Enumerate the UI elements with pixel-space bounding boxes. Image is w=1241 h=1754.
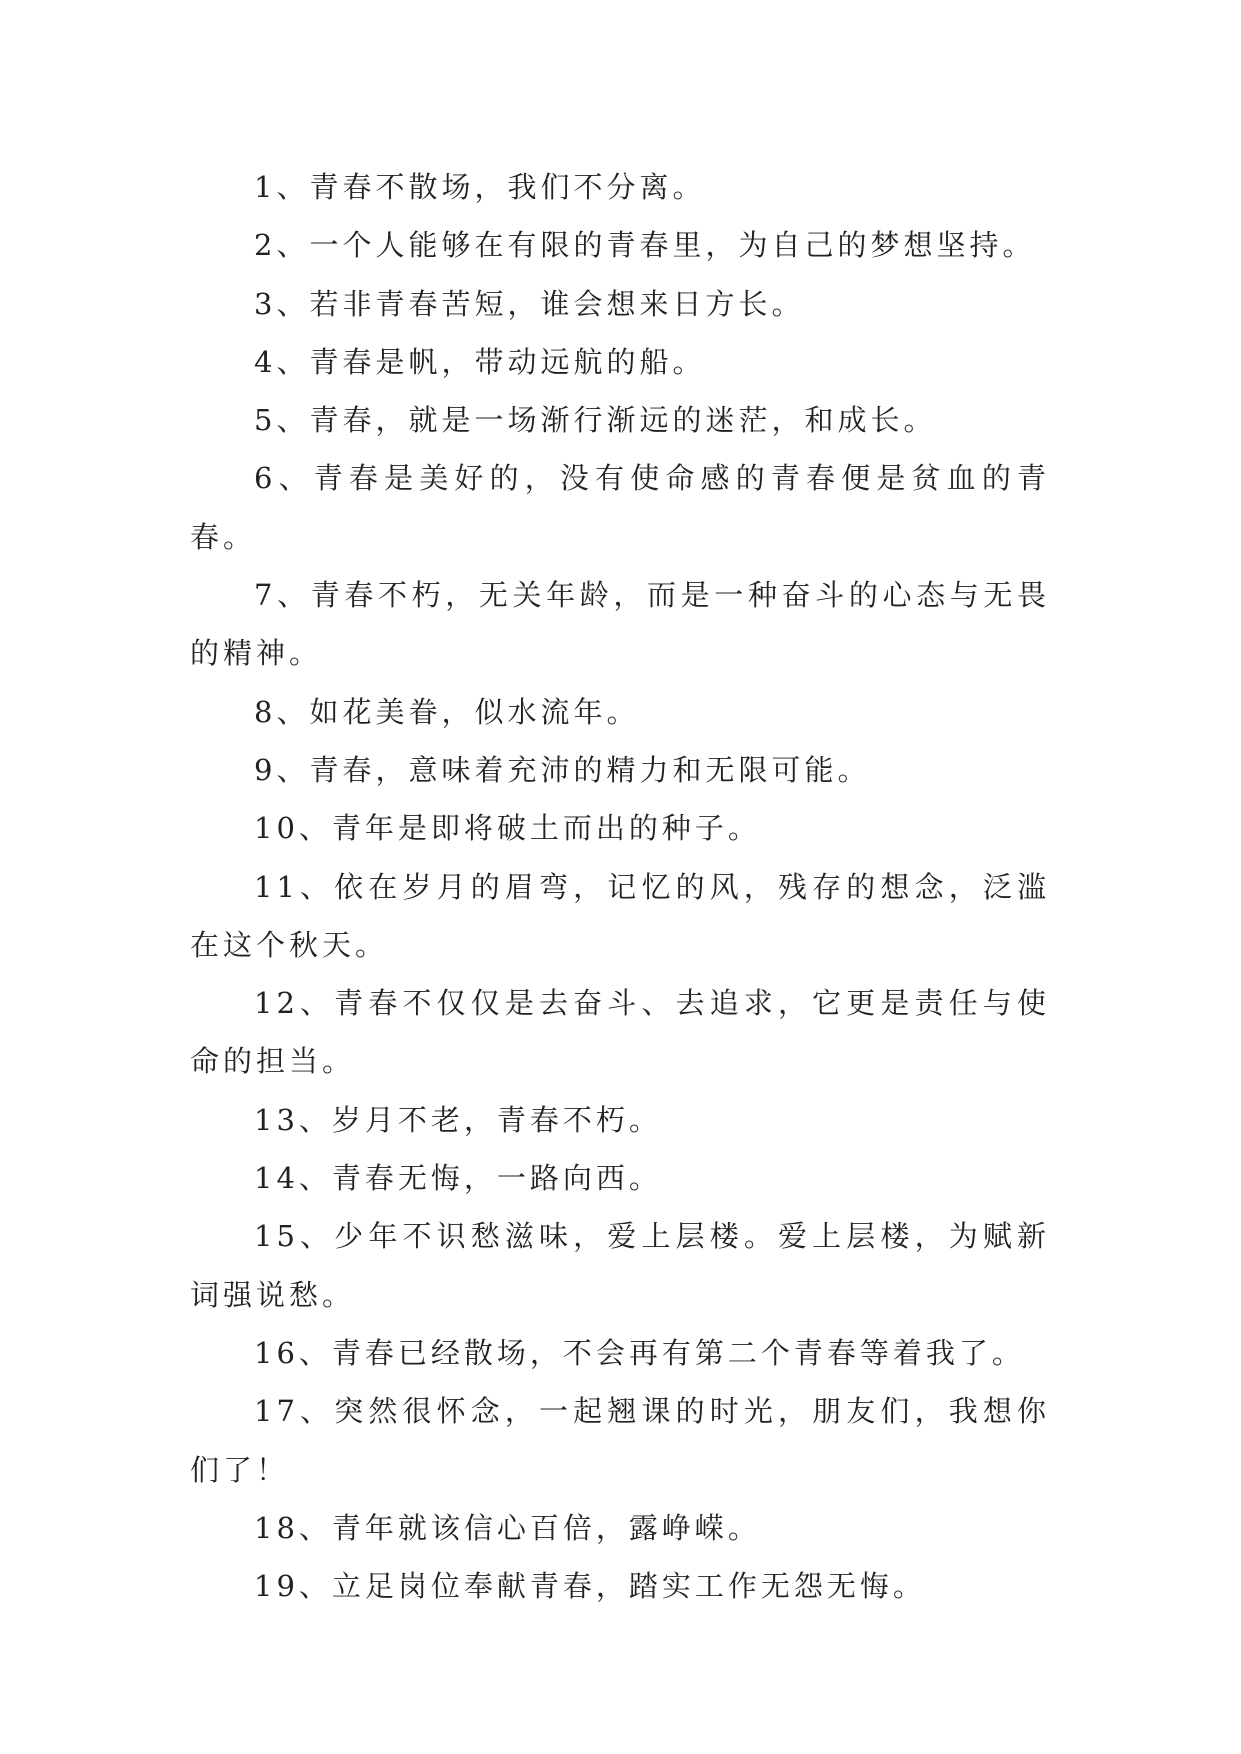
list-item: 8、如花美眷，似水流年。 xyxy=(254,694,640,729)
list-item: 17、突然很怀念，一起翘课的时光，朋友们，我想你们了！ xyxy=(190,1394,1050,1487)
document-body xyxy=(190,158,1050,1615)
list-item: 16、青春已经散场，不会再有第二个青春等着我了。 xyxy=(254,1335,1025,1370)
list-item: 14、青春无悔，一路向西。 xyxy=(254,1161,662,1196)
list-item: 15、少年不识愁滋味，爱上层楼。爱上层楼，为赋新词强说愁。 xyxy=(190,1219,1050,1312)
list-item: 6、青春是美好的，没有使命感的青春便是贫血的青春。 xyxy=(190,461,1050,554)
list-item: 9、青春，意味着充沛的精力和无限可能。 xyxy=(254,752,871,787)
list-item: 11、依在岁月的眉弯，记忆的风，残存的想念，泛滥在这个秋天。 xyxy=(190,869,1050,962)
list-item: 5、青春，就是一场渐行渐远的迷茫，和成长。 xyxy=(254,403,937,438)
list-item: 3、若非青春苦短，谁会想来日方长。 xyxy=(254,286,805,321)
list-item: 1、青春不散场，我们不分离。 xyxy=(254,170,706,204)
list-item: 2、一个人能够在有限的青春里，为自己的梦想坚持。 xyxy=(254,228,1036,263)
list-item: 4、青春是帆，带动远航的船。 xyxy=(254,344,706,379)
list-item: 19、立足岗位奉献青春，踏实工作无怨无悔。 xyxy=(254,1569,926,1604)
list-item: 7、青春不朽，无关年龄，而是一种奋斗的心态与无畏的精神。 xyxy=(190,578,1050,671)
list-item: 10、青年是即将破土而出的种子。 xyxy=(254,811,761,846)
list-item: 13、岁月不老，青春不朽。 xyxy=(254,1102,662,1137)
list-item: 18、青年就该信心百倍，露峥嵘。 xyxy=(254,1510,761,1545)
list-item: 12、青春不仅仅是去奋斗、去追求，它更是责任与使命的担当。 xyxy=(190,986,1050,1079)
